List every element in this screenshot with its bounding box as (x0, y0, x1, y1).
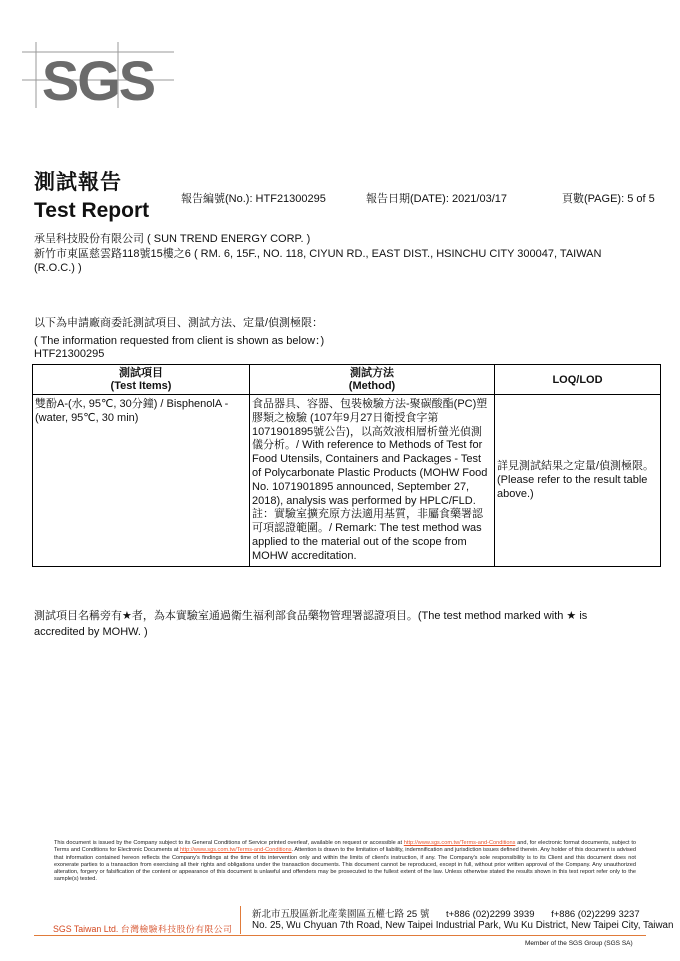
company-name-en: SGS Taiwan Ltd. (53, 924, 119, 934)
header-loq: LOQ/LOD (495, 365, 661, 395)
client-name: 承呈科技股份有限公司 ( SUN TREND ENERGY CORP. ) (34, 233, 311, 245)
disclaimer-part-2: and, for electronic format documents, subject to Terms and Conditions for Electronic Documents at (54, 840, 636, 854)
footer-rule (34, 935, 646, 936)
page-number: 頁數(PAGE): 5 of 5 (562, 193, 655, 205)
table-header-row (33, 365, 661, 395)
cell-loq: 詳見測試結果之定量/偵測極限。(Please refer to the result table above.) (495, 395, 661, 567)
accreditation-note: 測試項目名稱旁有★者，為本實驗室通過衛生福利部食品藥物管理署認證項目。(The test method marked with ★ is accredited by MOHW. ) (34, 610, 588, 638)
disclaimer-part-1: This document is issued by the Company subject to its General Conditions of Service printed overleaf, available on request or accessible at (54, 840, 404, 846)
terms-link-1[interactable]: http://www.sgs.com.tw/Terms-and-Conditions (403, 840, 516, 846)
footer-disclaimer (54, 840, 636, 884)
header-method-en: (Method) (348, 380, 396, 392)
report-date: 報告日期(DATE): 2021/03/17 (366, 193, 508, 205)
client-address: 新竹市東區慈雲路118號15樓之6 ( RM. 6, 15F., NO. 118, CIYUN RD., EAST DIST., HSINCHU CITY 300047, TAIWAN (R.O.C.) ) (34, 248, 602, 274)
svg-text:SGS: SGS (41, 49, 155, 108)
header-test-items-en: (Test Items) (110, 380, 172, 392)
intro-line-zh: 以下為申請廠商委託測試項目、測試方法、定量/偵測極限： (34, 317, 324, 329)
table-row (33, 395, 661, 567)
terms-link-2[interactable]: http://www.sgs.com.tw/Terms-and-Conditions (179, 847, 292, 854)
report-title-zh: 測試報告 (34, 171, 122, 194)
cell-test-item: 雙酚A-(水, 95℃, 30分鐘) / BisphenolA - (water, 95℃, 30 min) (33, 395, 250, 567)
method-text: 食品器具、容器、包裝檢驗方法-聚碳酸酯(PC)塑膠類之檢驗 (107年9月27日衛授食字第1071901895號公告)，以高效液相層析螢光偵測儀分析。/ With reference to Methods of Test for Food Utensils, Containers and Packages - Test of Polycarbonate Plastic Products (MOHW Food No. 1071901895 announced, September 27, 2018), analysis was performed by HPLC/FLD. (252, 398, 488, 507)
footer-address-zh: 新北市五股區新北產業園區五權七路 25 號 (252, 909, 430, 920)
footer-contact-line (252, 906, 654, 920)
intro-line-en: ( The information requested from client is shown as below：) (34, 335, 325, 347)
header-method-zh: 測試方法 (350, 367, 394, 379)
sgs-logo (22, 42, 174, 108)
footer-address-en: No. 25, Wu Chyuan 7th Road, New Taipei Industrial Park, Wu Ku District, New Taipei City, Taiwan (252, 920, 674, 931)
footer-member-note: Member of the SGS Group (SGS SA) (525, 940, 633, 947)
report-number: 報告編號(No.): HTF21300295 (181, 193, 326, 205)
footer-telephone: t+886 (02)2299 3939 (446, 909, 535, 920)
disclaimer-part-3: . Attention is drawn to the limitation of liability, indemnification and jurisdiction issues defined therein. Any holder of this document is advised that information contained hereon reflects the Company's findings at the time of its intervention only and within the limits of client's instruction, if any. The Company's sole responsibility is to its Client and this document does not exonerate parties to a transaction from exercising all their rights and obligations under the transaction documents. This document cannot be reproduced, except in full, without prior written approval of the Company. Any unauthorized alteration, forgery or falsification of the content or appearance of this document is unlawful and offenders may be prosecuted to the fullest extent of the law. Unless otherwise stated the results shown in this test report refer only to the sample(s) tested. (54, 847, 636, 883)
cell-method (250, 395, 495, 567)
test-items-table (32, 364, 661, 567)
header-method (250, 365, 495, 395)
footer-company (53, 922, 232, 935)
report-title-en: Test Report (34, 199, 150, 222)
intro-report-ref: HTF21300295 (34, 348, 105, 360)
footer-fax: f+886 (02)2299 3237 (551, 909, 640, 920)
method-remark: 註：實驗室擴充原方法適用基質，非屬食藥署認可項認證範圍。/ Remark: The test method was applied to the material out of the scope from MOHW accreditation. (252, 508, 483, 562)
footer-separator (240, 906, 241, 934)
header-test-items-zh: 測試項目 (119, 367, 163, 379)
header-test-items (33, 365, 250, 395)
company-name-zh: 台灣檢驗科技股份有限公司 (120, 924, 233, 934)
